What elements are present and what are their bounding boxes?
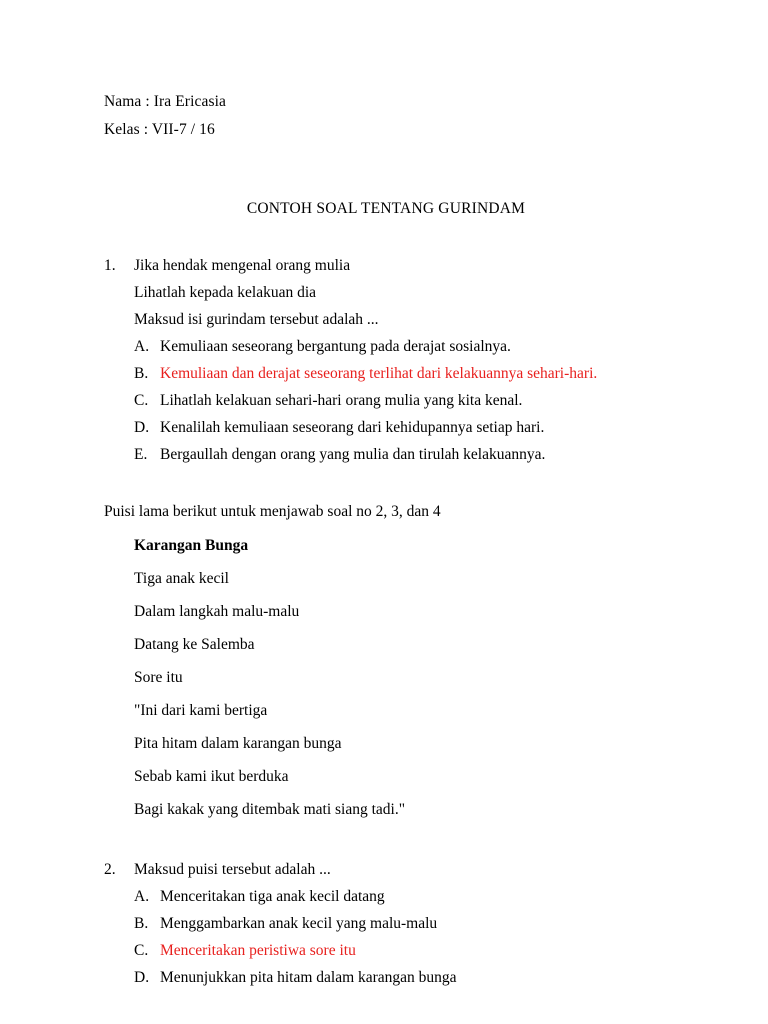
option-letter: D. <box>134 969 150 986</box>
poem-line: "Ini dari kami bertiga <box>134 702 268 719</box>
question-2-option-d[interactable] <box>134 964 668 991</box>
poem-block <box>134 529 668 826</box>
option-text: Bergaullah dengan orang yang mulia dan tirulah kelakuannya. <box>160 446 546 463</box>
option-letter: E. <box>134 446 148 463</box>
question-1-line-1: Jika hendak mengenal orang mulia <box>134 257 351 274</box>
question-1-option-e[interactable] <box>134 441 668 468</box>
option-text-highlighted: Kemuliaan dan derajat seseorang terlihat dari kelakuannya sehari-hari. <box>160 365 598 382</box>
question-2-stem-row <box>104 856 668 883</box>
option-text: Kenalilah kemuliaan seseorang dari kehidupannya setiap hari. <box>160 419 545 436</box>
option-letter: C. <box>134 942 149 959</box>
question-2-option-b[interactable] <box>134 910 668 937</box>
question-1-line-2: Lihatlah kepada kelakuan dia <box>134 284 317 301</box>
poem-line: Bagi kakak yang ditembak mati siang tadi." <box>134 801 406 818</box>
poem-line: Datang ke Salemba <box>134 636 255 653</box>
question-1-option-b[interactable] <box>134 360 668 387</box>
poem-title: Karangan Bunga <box>134 537 249 554</box>
question-1-first-line <box>104 252 668 279</box>
option-text-highlighted: Menceritakan peristiwa sore itu <box>160 942 356 959</box>
question-1-option-a[interactable] <box>134 333 668 360</box>
question-1-number: 1. <box>104 257 116 274</box>
question-2-option-a[interactable] <box>134 883 668 910</box>
poem-instruction: Puisi lama berikut untuk menjawab soal no 2, 3, dan 4 <box>104 503 441 520</box>
question-2-option-c[interactable] <box>134 937 668 964</box>
poem-line: Pita hitam dalam karangan bunga <box>134 735 342 752</box>
option-text: Menceritakan tiga anak kecil datang <box>160 888 385 905</box>
question-1-option-c[interactable] <box>134 387 668 414</box>
question-1-option-d[interactable] <box>134 414 668 441</box>
poem-line: Tiga anak kecil <box>134 570 229 587</box>
option-letter: D. <box>134 419 150 436</box>
option-text: Menggambarkan anak kecil yang malu-malu <box>160 915 438 932</box>
option-letter: A. <box>134 338 150 355</box>
poem-line: Sore itu <box>134 669 183 686</box>
option-letter: B. <box>134 915 149 932</box>
option-text: Menunjukkan pita hitam dalam karangan bunga <box>160 969 457 986</box>
option-text: Lihatlah kelakuan sehari-hari orang mulia yang kita kenal. <box>160 392 523 409</box>
poem-line: Dalam langkah malu-malu <box>134 603 300 620</box>
question-2-stem: Maksud puisi tersebut adalah ... <box>134 861 331 878</box>
option-text: Kemuliaan seseorang bergantung pada derajat sosialnya. <box>160 338 511 355</box>
question-2-block <box>104 856 668 991</box>
poem-line: Sebab kami ikut berduka <box>134 768 289 785</box>
question-1-block <box>104 252 668 468</box>
question-1-line-3: Maksud isi gurindam tersebut adalah ... <box>134 311 379 328</box>
student-class-line: Kelas : VII-7 / 16 <box>104 121 215 138</box>
option-letter: A. <box>134 888 150 905</box>
question-2-number: 2. <box>104 861 116 878</box>
page-title: CONTOH SOAL TENTANG GURINDAM <box>246 200 526 217</box>
option-letter: B. <box>134 365 149 382</box>
student-name-line: Nama : Ira Ericasia <box>104 93 226 110</box>
option-letter: C. <box>134 392 149 409</box>
